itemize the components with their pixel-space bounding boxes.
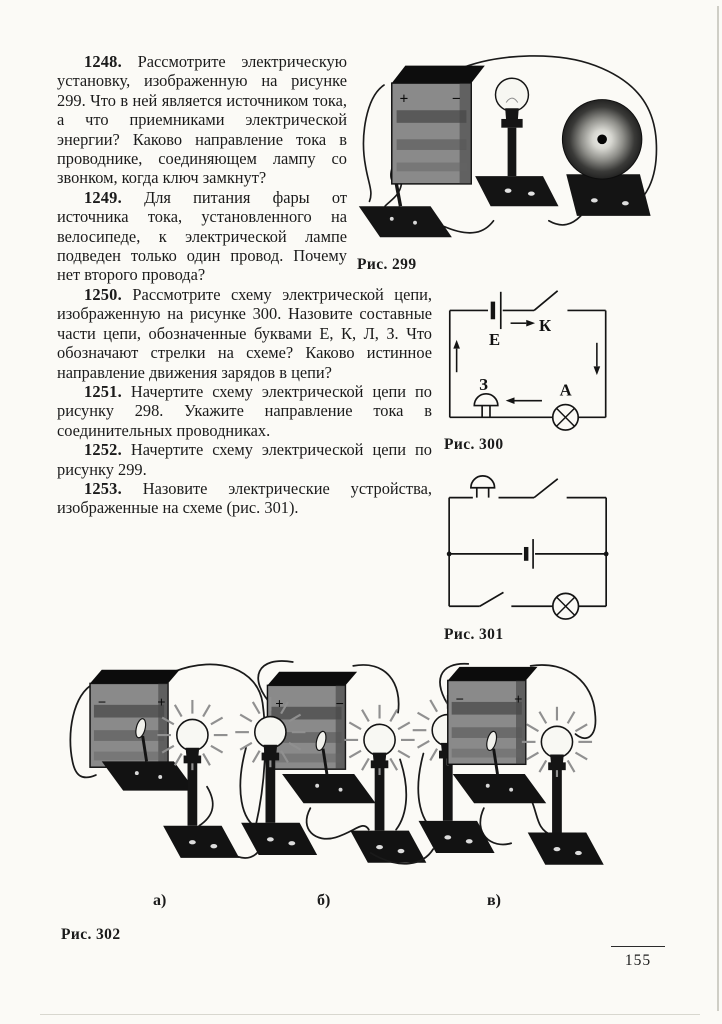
figure-column (442, 282, 667, 644)
problem-number: 1249. (84, 187, 122, 207)
lamp-symbol-icon (553, 593, 579, 619)
bell-symbol-icon (474, 394, 498, 418)
lamp-stand-icon (350, 766, 426, 863)
sublabel-b: б) (317, 892, 331, 909)
current-arrow-right (594, 343, 601, 375)
problem-number: 1252. (84, 440, 122, 460)
label-bell: З (479, 374, 488, 394)
battery-plus-sign: + (157, 694, 166, 711)
lamp-stand-icon (241, 758, 317, 855)
scan-edge-bottom (40, 1014, 700, 1016)
battery-plus-sign: + (514, 691, 523, 708)
figure-301-caption: Рис. 301 (444, 626, 504, 643)
label-lamp: А (559, 380, 572, 400)
problem-text: Для питания фары от источника тока, установленного на велосипеде, к электрической лампе подведен только один провод. Почему нет второго провода? (57, 187, 347, 285)
junction-dot-left (447, 552, 452, 557)
battery-icon (90, 670, 180, 767)
battery-symbol-icon (493, 292, 501, 329)
battery-symbol-icon (526, 539, 533, 569)
figure-302-caption: Рис. 302 (61, 926, 121, 943)
lamp-icon (475, 78, 558, 206)
circuit-diagram-301 (442, 466, 637, 624)
problem-number: 1251. (84, 381, 122, 401)
problem-number: 1253. (84, 478, 122, 498)
problem-text: Начертите схему электрической цепи по рисунку 298. Укажите направление тока в соединительных проводниках. (57, 381, 432, 440)
figure-302-sublabels (57, 892, 667, 918)
figure-299-drawing (355, 54, 667, 244)
junction-dot-right (604, 552, 609, 557)
problem-number: 1250. (84, 284, 122, 304)
lamp-stand-icon (528, 768, 604, 865)
glowing-lamp-icon (344, 705, 414, 775)
battery-minus-sign: − (455, 691, 464, 708)
battery-minus-sign: − (97, 694, 107, 711)
scan-edge-right (717, 6, 719, 1011)
problem-text: Начертите схему электрической цепи по рисунку 299. (57, 440, 432, 479)
current-arrow-bottom (506, 397, 542, 404)
battery-plus-sign: + (399, 90, 409, 108)
problem-text: Рассмотрите электрическую установку, изображенную на рисунке 299. Что в ней является источником тока, а что приемниками электрической энергии? Каково направление тока в проводнике, соединяющем лампу со звонком, когда ключ замкнут? (57, 52, 347, 188)
lamp-stand-icon (419, 757, 495, 854)
battery-plus-sign: + (275, 696, 284, 713)
battery-minus-sign: − (451, 90, 461, 108)
figure-302-drawing (57, 660, 667, 892)
current-arrow-left (453, 340, 460, 372)
battery-minus-sign: − (335, 696, 345, 713)
bell-symbol-icon (471, 476, 495, 498)
figure-300-caption: Рис. 300 (444, 436, 504, 453)
figure-299-caption: Рис. 299 (357, 256, 417, 273)
current-arrow-top (511, 320, 536, 327)
problem-text: Назовите электрические устройства, изображенные на схеме (рис. 301). (57, 478, 432, 518)
sublabel-a: а) (153, 892, 167, 909)
glowing-lamp-icon (522, 707, 592, 777)
figure-302 (57, 650, 667, 944)
battery-icon (392, 66, 485, 184)
circuit-diagram-300 (442, 282, 637, 434)
setup-a (70, 664, 265, 858)
label-source: Е (488, 329, 501, 349)
label-key: К (539, 316, 552, 336)
bell-icon (562, 100, 650, 216)
page-content (57, 52, 667, 944)
page-number: 155 (611, 946, 665, 970)
problem-text: Рассмотрите схему электрической цепи, изображенную на рисунке 300. Назовите составные части цепи, обозначенные буквами Е, К, Л, З. Что обозначают стрелки на схеме? Каково истинное направление движения зарядов в цепи? (57, 284, 432, 382)
sublabel-v: в) (487, 892, 501, 909)
figure-299 (355, 54, 667, 274)
lamp-symbol-icon (553, 405, 578, 430)
problem-number: 1248. (84, 52, 122, 71)
